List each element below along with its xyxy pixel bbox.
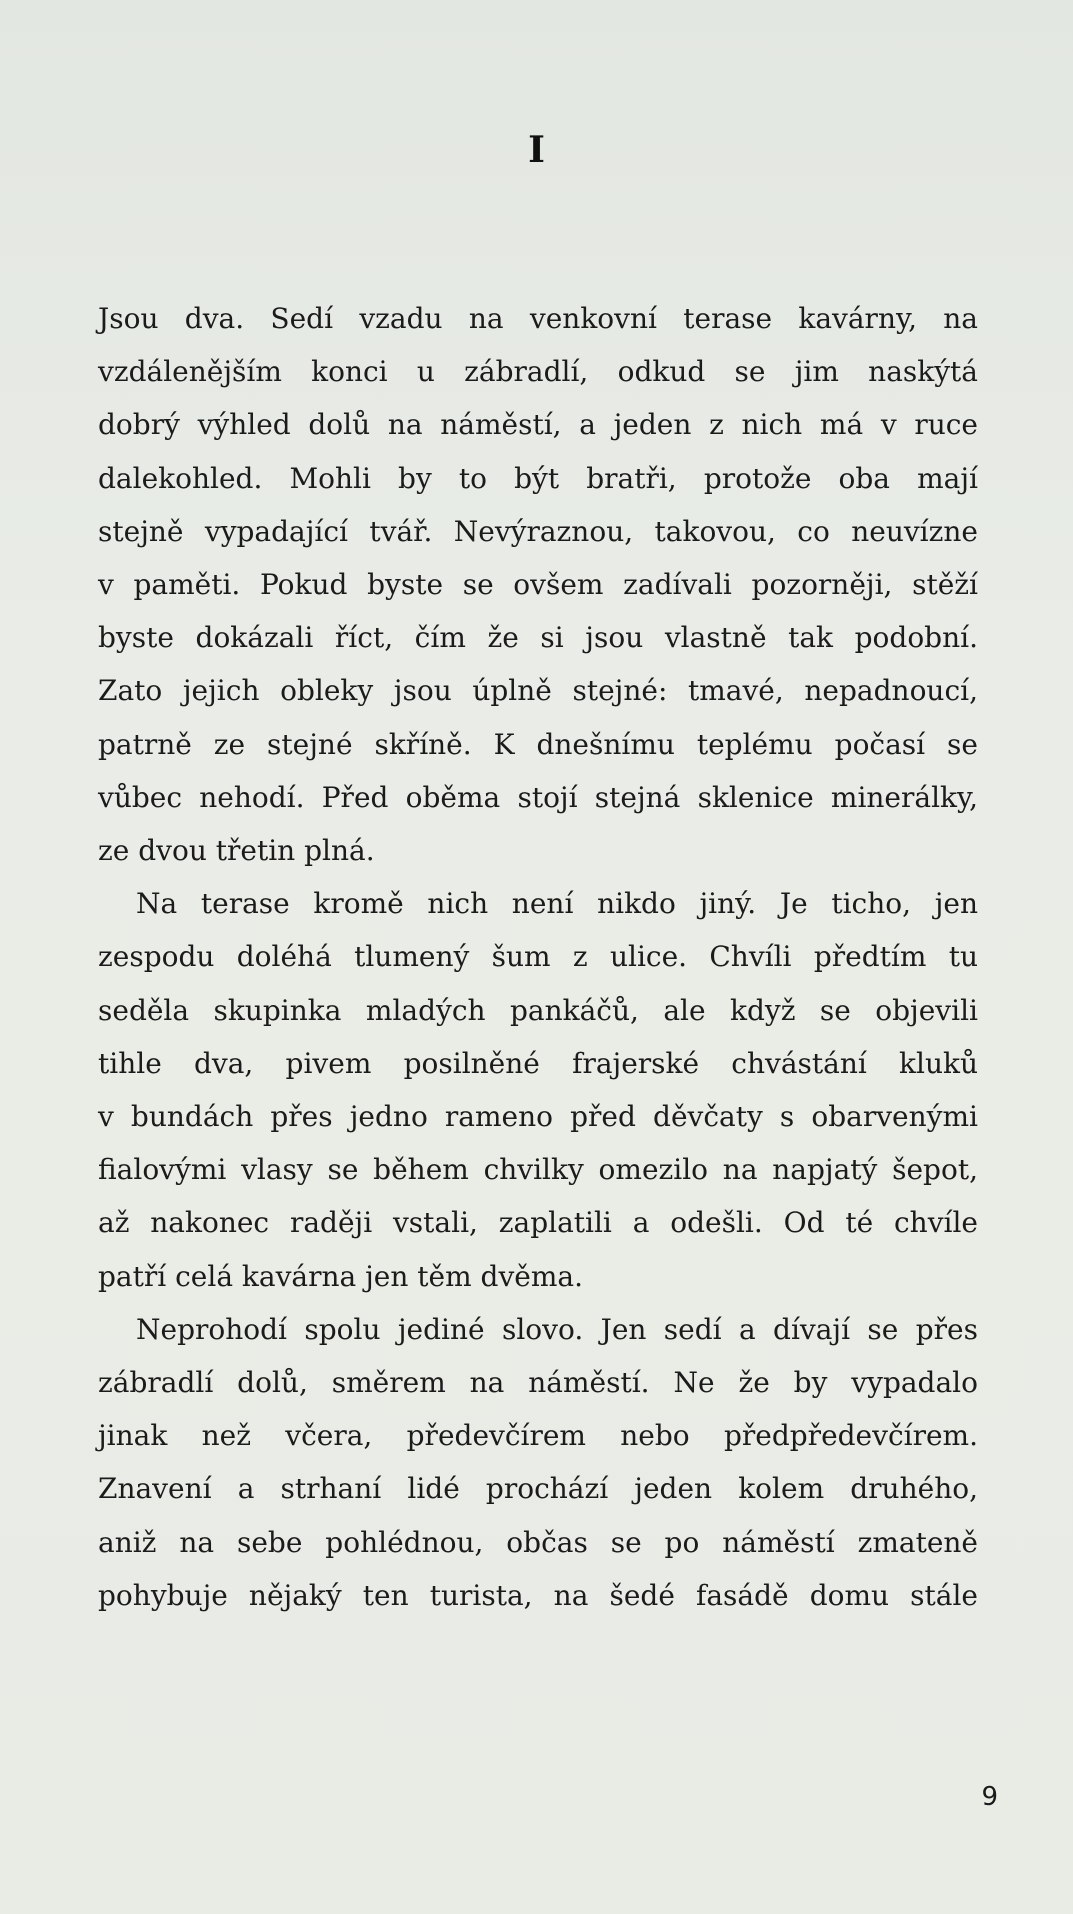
page-number: 9 [981, 1782, 998, 1812]
text-line: Zato jejich obleky jsou úplně stejné: tmavé, nepadnoucí, [98, 674, 978, 708]
text-line: až nakonec raději vstali, zaplatili a odešli. Od té chvíle [98, 1206, 978, 1240]
text-line: Znavení a strhaní lidé prochází jeden kolem druhého, [98, 1472, 978, 1506]
paragraph-3 [98, 1303, 978, 1622]
text-line: aniž na sebe pohlédnou, občas se po náměstí zmateně [98, 1525, 978, 1559]
text-line: pohybuje nějaký ten turista, na šedé fasádě domu stále [98, 1578, 978, 1612]
text-line: vzdálenějším konci u zábradlí, odkud se jim naskýtá [98, 355, 978, 389]
text-line: Na terase kromě nich není nikdo jiný. Je ticho, jen [136, 887, 978, 921]
text-line: v bundách přes jedno rameno před děvčaty s obarvenými [98, 1100, 978, 1134]
text-line: dobrý výhled dolů na náměstí, a jeden z nich má v ruce [98, 408, 978, 442]
text-line: patří celá kavárna jen těm dvěma. [98, 1259, 584, 1293]
paragraph-1 [98, 292, 978, 877]
chapter-heading: I [528, 129, 545, 171]
text-line: ze dvou třetin plná. [98, 834, 375, 868]
text-line: zespodu doléhá tlumený šum z ulice. Chvíli předtím tu [98, 940, 978, 974]
text-line: fialovými vlasy se během chvilky omezilo na napjatý šepot, [98, 1153, 978, 1187]
text-line: jinak než včera, předevčírem nebo předpředevčírem. [98, 1419, 978, 1453]
text-line: Jsou dva. Sedí vzadu na venkovní terase kavárny, na [98, 302, 978, 335]
text-line: byste dokázali říct, čím že si jsou vlastně tak podobní. [98, 621, 978, 655]
chapter-body [98, 292, 978, 1622]
text-line: zábradlí dolů, směrem na náměstí. Ne že by vypadalo [98, 1366, 978, 1400]
text-line: Neprohodí spolu jediné slovo. Jen sedí a dívají se přes [136, 1312, 978, 1346]
paragraph-2 [98, 877, 978, 1303]
text-line: tihle dva, pivem posilněné frajerské chvástání kluků [98, 1046, 978, 1080]
text-line: patrně ze stejné skříně. K dnešnímu teplému počasí se [98, 727, 978, 761]
text-line: stejně vypadající tvář. Nevýraznou, takovou, co neuvízne [98, 514, 978, 548]
text-line: dalekohled. Mohli by to být bratři, protože oba mají [98, 461, 978, 495]
text-line: seděla skupinka mladých pankáčů, ale když se objevili [98, 993, 978, 1027]
text-line: v paměti. Pokud byste se ovšem zadívali pozorněji, stěží [98, 568, 978, 602]
text-line: vůbec nehodí. Před oběma stojí stejná sklenice minerálky, [98, 780, 978, 814]
